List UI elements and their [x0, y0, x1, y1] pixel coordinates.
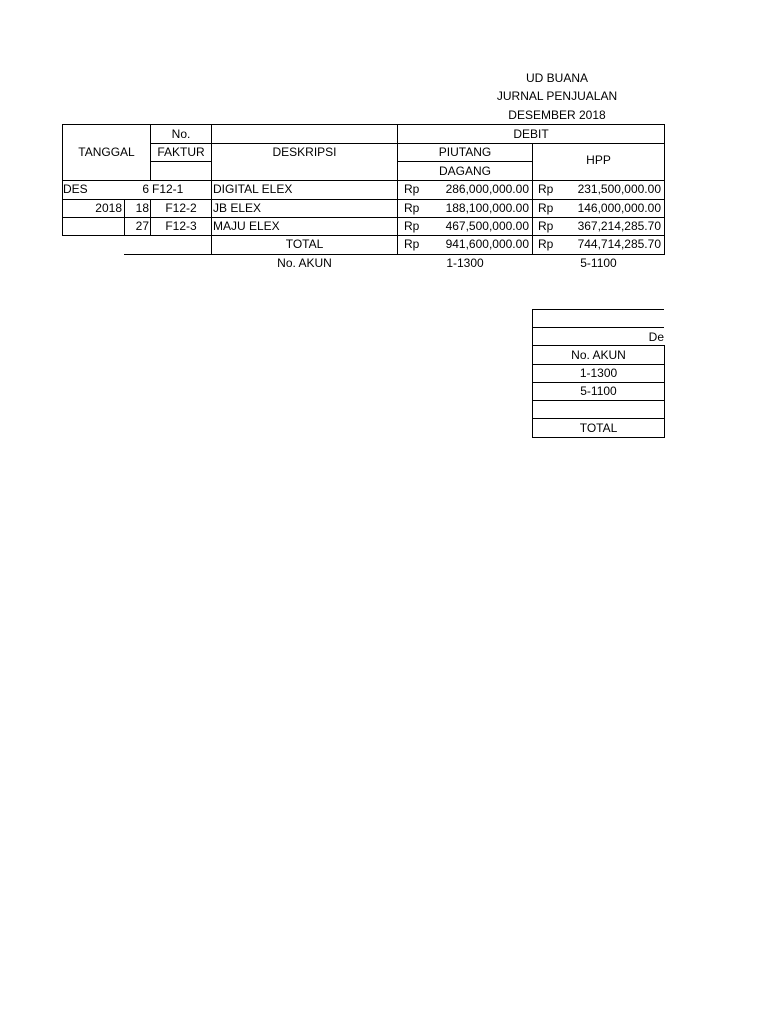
- total-currency-piutang: Rp: [404, 237, 420, 251]
- summary-row-akun: 5-1100: [580, 384, 617, 398]
- row-year: 2018: [95, 201, 122, 215]
- row-day: 18: [135, 201, 149, 215]
- row-hpp-amount: 146,000,000.00: [577, 201, 661, 215]
- row-day: 6: [142, 182, 149, 196]
- row-hpp-amount: 231,500,000.00: [577, 182, 661, 196]
- row-piutang-amount: 467,500,000.00: [445, 219, 529, 233]
- row-faktur: F12-2: [165, 201, 197, 215]
- account-label: No. AKUN: [277, 256, 332, 270]
- company-name: UD BUANA: [525, 71, 588, 85]
- row-faktur: F12-1: [152, 182, 184, 196]
- account-piutang: 1-1300: [446, 256, 484, 270]
- col-header-faktur: FAKTUR: [157, 145, 205, 159]
- total-label: TOTAL: [285, 237, 324, 251]
- row-currency-piutang: Rp: [404, 182, 420, 196]
- row-month: DES: [63, 182, 88, 196]
- row-day: 27: [135, 219, 149, 233]
- col-header-no: No.: [171, 127, 191, 141]
- row-currency-piutang: Rp: [404, 201, 420, 215]
- row-currency-hpp: Rp: [538, 201, 554, 215]
- summary-row-akun: 1-1300: [579, 366, 618, 380]
- col-header-piutang: PIUTANG: [438, 145, 492, 159]
- journal-title: JURNAL PENJUALAN: [496, 89, 618, 103]
- row-description: MAJU ELEX: [213, 219, 280, 233]
- col-header-debit: DEBIT: [513, 127, 549, 141]
- row-piutang-amount: 286,000,000.00: [445, 182, 529, 196]
- row-hpp-amount: 367,214,285.70: [577, 219, 661, 233]
- row-currency-hpp: Rp: [538, 219, 554, 233]
- summary-partial-header: De: [648, 330, 664, 344]
- col-header-hpp: HPP: [586, 153, 611, 167]
- total-hpp-amount: 744,714,285.70: [577, 237, 661, 251]
- account-hpp: 5-1100: [580, 256, 617, 270]
- row-currency-piutang: Rp: [404, 219, 420, 233]
- total-currency-hpp: Rp: [538, 237, 554, 251]
- row-piutang-amount: 188,100,000.00: [445, 201, 529, 215]
- row-description: DIGITAL ELEX: [213, 182, 293, 196]
- summary-total-label: TOTAL: [579, 421, 618, 435]
- row-faktur: F12-3: [165, 219, 197, 233]
- col-header-dagang: DAGANG: [438, 164, 491, 178]
- journal-period: DESEMBER 2018: [508, 108, 606, 122]
- col-header-tanggal: TANGGAL: [78, 145, 135, 159]
- summary-col-akun: No. AKUN: [571, 348, 626, 362]
- row-description: JB ELEX: [213, 201, 262, 215]
- col-header-deskripsi: DESKRIPSI: [272, 145, 337, 159]
- row-currency-hpp: Rp: [538, 182, 554, 196]
- total-piutang-amount: 941,600,000.00: [445, 237, 529, 251]
